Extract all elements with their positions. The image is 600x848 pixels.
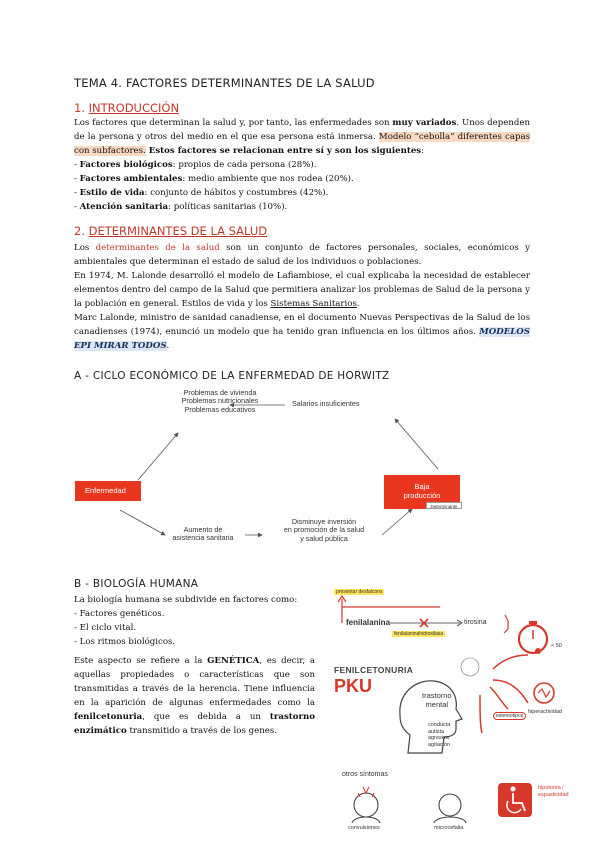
determinantes-paragraph-3: Marc Lalonde, ministro de sanidad canadiense, en el documento Nuevas Perspectivas de la Salud de los canadienses (1974), enunció un modelo que ha tenido gran influencia en los últimos años. MODELOS EPI MIRAR TODOS.	[74, 313, 530, 352]
intro-bold-relacion: Estos factores se relacionan entre sí y son los siguientes	[145, 146, 422, 157]
intro-bold-variados: muy variados	[392, 118, 457, 128]
intro-heading	[74, 101, 179, 115]
conducta-label: conducta autista agresiva agitación	[428, 722, 451, 748]
pku-title: PKU	[334, 676, 373, 696]
estereotipos-label: estereotipos	[493, 712, 526, 720]
list-item: - Factores ambientales: medio ambiente que nos rodea (20%).	[74, 174, 354, 185]
fenilcetonuria-bold: fenilcetonuria	[74, 712, 143, 723]
arrow-baja-salarios	[395, 419, 438, 469]
intro-heading-number: 1.	[74, 101, 85, 115]
arrow-to-conducta	[480, 695, 482, 733]
intro-highlight-cebolla: Modelo “cebolla” diferentes capas con subfactores.	[74, 132, 530, 157]
determinantes-red-term: determinantes de la salud	[95, 243, 220, 253]
trastorno-mental-label: trastorno mental	[422, 691, 452, 709]
arrow-enfermedad-problemas	[138, 433, 178, 480]
hipotonia-label: hipotonía / espasticidad	[538, 785, 569, 798]
intro-paragraph	[74, 116, 530, 158]
determinantes-heading-text: DETERMINANTES DE LA SALUD	[88, 224, 268, 238]
section-b-title: B - BIOLOGÍA HUMANA	[74, 578, 199, 590]
genetica-bold: GENÉTICA	[207, 656, 260, 666]
enfermedad-box: Enfermedad	[75, 481, 141, 501]
arrow-to-iq	[493, 655, 528, 669]
intro-heading-text: INTRODUCCIÓN	[88, 101, 180, 115]
list-item: - Atención sanitaria: políticas sanitarias (10%).	[74, 202, 288, 213]
list-item: La biología humana se subdivide en factores como:	[74, 595, 298, 605]
determinantes-heading	[74, 224, 267, 238]
list-item: - Factores biológicos: propios de cada persona (28%).	[74, 160, 317, 170]
hiperactividad-label: hiperactividad	[528, 709, 562, 715]
pku-infographic	[330, 585, 580, 848]
microcefalia-icon	[439, 794, 461, 816]
section-a-title: A - CICLO ECONÓMICO DE LA ENFERMEDAD DE HORWITZ	[74, 370, 390, 382]
baja-produccion-box: Baja producción	[384, 475, 460, 509]
microcefalia-label: microcefalia	[434, 825, 464, 831]
horwitz-cycle-diagram	[70, 385, 530, 565]
trastorno-bold: trastorno enzimático	[74, 712, 315, 737]
pku-top-label: presentar desfalcons	[336, 589, 383, 595]
disminuye-label: Disminuye inversión en promoción de la salud y salud pública	[283, 517, 365, 543]
determinante-tag: Determinante	[426, 502, 462, 509]
genetica-paragraph: Este aspecto se refiere a la GENÉTICA, es decir, a aquellas propiedades o características que son transmitidas a través de la herencia. Tiene influencia en la aparición de algunas enfermedades como la fenilcetonuria, que es debida a un trastorno enzimático transmitido a través de los genes.	[74, 656, 316, 737]
sistemas-sanitarios-link: Sistemas Sanitarios	[270, 299, 357, 310]
determinantes-paragraph-2: En 1974, M. Lalonde desarrolló el modelo de Lafiambiose, el cual explicaba la necesidad de establecer elementos dentro del campo de la Salud que permitiera analizar los problemas de Salud de la persona y la población en general. Estilos de vida y los Sistemas Sanitarios.	[74, 271, 530, 310]
list-item: - Estilo de vida: conjunto de hábitos y costumbres (42%).	[74, 188, 329, 199]
factors-list	[74, 158, 354, 214]
list-item: - Los ritmos biológicos.	[74, 637, 176, 648]
determinantes-heading-number: 2.	[74, 224, 85, 238]
tirosina-label: tirosina	[464, 619, 487, 626]
list-item: - Factores genéticos.	[74, 609, 165, 620]
convulsiones-label: convulsiones	[348, 825, 380, 831]
aumento-label: Aumento de asistencia sanitaria	[172, 525, 234, 543]
arrow-to-hiper	[493, 680, 528, 703]
otros-sintomas-label: otros síntomas	[342, 771, 388, 778]
brain-icon	[461, 658, 479, 676]
fenilalanina-label: fenilalanina	[346, 618, 391, 627]
page-title: TEMA 4. FACTORES DETERMINANTES DE LA SALUD	[74, 76, 375, 90]
iq-label: < 50	[551, 643, 562, 649]
convulsiones-icon	[354, 793, 378, 817]
biologia-list	[74, 593, 297, 649]
fenilcetonuria-title: FENILCETONURIA	[334, 665, 414, 675]
intro-text-2: . Unos dependen de la persona y otros del medio en el que esa persona está inmersa.	[74, 118, 530, 143]
modelos-note: MODELOS EPI MIRAR TODOS	[74, 327, 530, 352]
intro-text-end: :	[421, 146, 425, 157]
intro-text-1: Los factores que determinan la salud y, por tanto, las enfermedades son	[74, 118, 393, 128]
list-item: - El ciclo vital.	[74, 623, 137, 634]
determinantes-paragraph-1: Los determinantes de la salud son un conjunto de factores personales, sociales, económicos y ambientales que determinan el estado de salud de los individuos o poblaciones.	[74, 243, 530, 268]
arrow-to-estereo	[490, 687, 508, 709]
problems-label: Problemas de vivienda Problemas nutricionales Problemas educativos	[181, 388, 259, 414]
salarios-label: Salarios insuficientes	[292, 399, 360, 408]
enzyme-label: fenilalaninahidroxilasa	[394, 631, 444, 637]
